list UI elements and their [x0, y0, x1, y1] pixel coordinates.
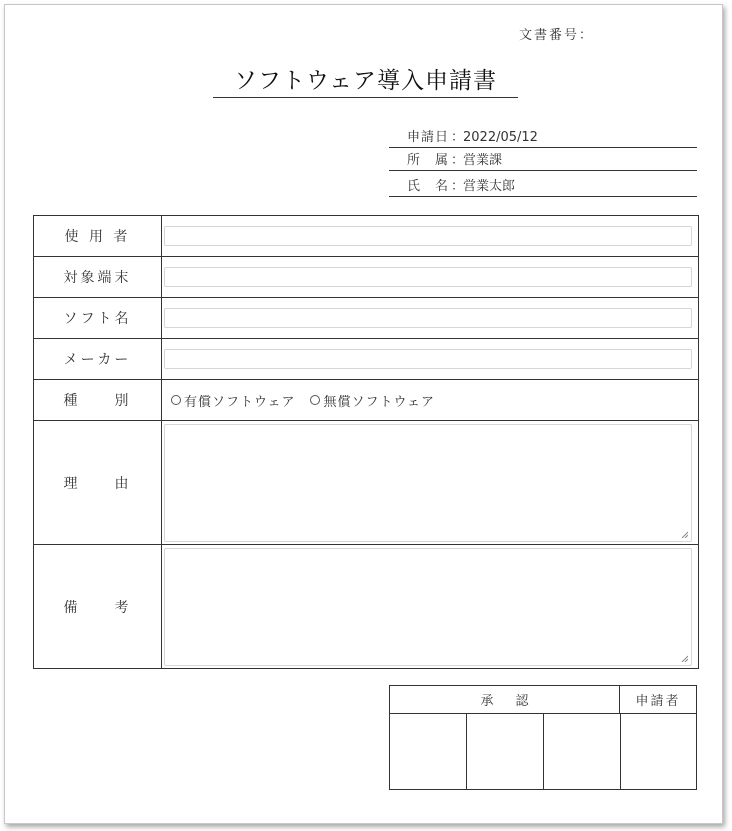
applicant-header: 申請者	[635, 694, 681, 709]
device-label: 対象端末	[34, 257, 162, 297]
software-label: ソフト名	[34, 298, 162, 338]
free-software-radio[interactable]	[310, 395, 320, 405]
type-label: 種 別	[34, 380, 162, 420]
document-number-label: 文書番号：	[519, 28, 595, 43]
info-row-date: 申請日 ： 2022/05/12	[389, 125, 697, 148]
reason-textarea[interactable]	[164, 424, 692, 542]
software-input[interactable]	[164, 308, 692, 328]
resize-handle-icon[interactable]	[680, 530, 688, 538]
type-row	[34, 380, 698, 421]
form-title: ソフトウェア導入申請書	[213, 62, 518, 98]
reason-label: 理 由	[34, 421, 162, 544]
application-form-table	[33, 215, 699, 669]
notes-label: 備 考	[34, 545, 162, 668]
info-row-department: 所 属 ： 営業課	[389, 148, 697, 171]
info-date-label: 申請日	[407, 130, 450, 145]
info-name-label: 氏 名	[407, 179, 450, 194]
reason-row	[34, 421, 698, 545]
notes-row	[34, 545, 698, 668]
approval-stamp-cell	[467, 714, 544, 790]
info-row-name: 氏 名 ： 営業太郎	[389, 174, 697, 197]
maker-row	[34, 339, 698, 380]
type-radio-group	[171, 391, 450, 410]
maker-input[interactable]	[164, 349, 692, 369]
paid-software-radio[interactable]	[171, 395, 181, 405]
info-department-label: 所 属	[407, 153, 450, 168]
approval-stamp-table	[389, 685, 697, 790]
info-date-value: 2022/05/12	[463, 130, 538, 145]
paid-software-option[interactable]	[171, 391, 295, 410]
free-software-option[interactable]	[310, 391, 434, 410]
approval-stamp-cell	[390, 714, 467, 790]
approval-header: 承認	[390, 686, 620, 713]
maker-label: メーカー	[34, 339, 162, 379]
user-label: 使 用 者	[34, 216, 162, 256]
device-input[interactable]	[164, 267, 692, 287]
device-row	[34, 257, 698, 298]
notes-textarea[interactable]	[164, 548, 692, 666]
applicant-stamp-cell	[621, 714, 696, 790]
software-row	[34, 298, 698, 339]
free-software-label: 無償ソフトウェア	[323, 394, 435, 410]
user-input[interactable]	[164, 226, 692, 246]
approval-stamp-cell	[544, 714, 621, 790]
resize-handle-icon[interactable]	[680, 654, 688, 662]
info-department-value: 営業課	[463, 153, 503, 168]
user-row	[34, 216, 698, 257]
info-name-value: 営業太郎	[463, 179, 516, 194]
paid-software-label: 有償ソフトウェア	[184, 394, 296, 410]
